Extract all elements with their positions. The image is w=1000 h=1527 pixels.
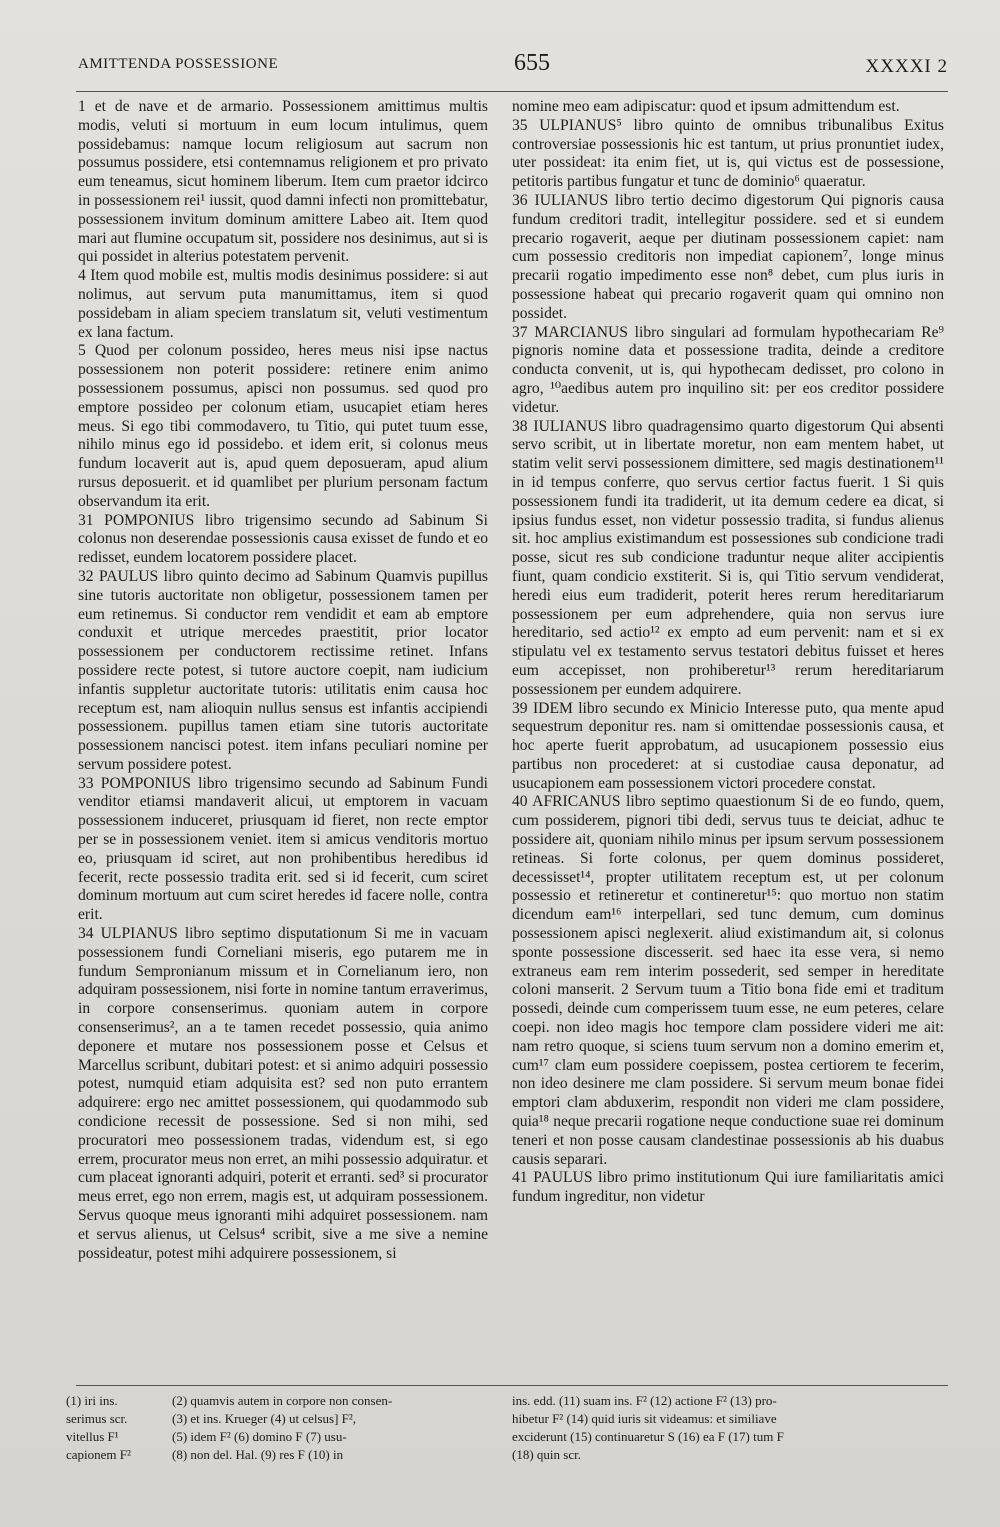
running-header — [72, 50, 948, 84]
header-title: AMITTENDA POSSESSIONE — [78, 56, 279, 72]
left-column — [78, 98, 488, 1376]
paragraph: 40 AFRICANUS libro septimo quaestionum Si de eo fundo, quem, cum possiderem, pignori tibi dedi, servus tuus te deiciat, adhuc te possidere ait, quoniam nihilo minus per ipsum servum possessionem retineas. Si forte colonus, per quem dominus possideret, decessisset¹⁴, propter utilitatem receptum est, ut per colonum possessio et retineretur et contineretur¹⁵: quo mortuo non statim dicendum eam¹⁶ interpellari, sed tunc demum, cum dominus possessionem apisci neglexerit. aliud existimandum ait, si colonus sponte possessione discesserit. sed haec ita esse vera, si nemo extraneus eam rem interim possederit, sed semper in hereditate coloni manserit. 2 Servum tuum a Titio bona fide emi et traditum possedi, deinde cum comperissem tuum esse, ne eum peteres, celare coepi. non ideo magis hoc tempore clam possidere videri me ait: nam retro quoque, si sciens tuum servum non a domino emerim et, cum¹⁷ clam eum possidere coepissem, postea certiorem te fecerim, non ideo desinere me clam possidere. Si servum meum bonae fidei emptori clam abduxerim, respondit non videri me clam possidere, quia¹⁸ neque precarii rogatione neque conductione suae rei dominum teneri et non posse causam clandestinae possessionis ab his duabus causis separari. — [512, 793, 944, 1168]
footnote-line: (5) idem F² (6) domino F (7) usu- — [172, 1429, 347, 1444]
footnotes-middle — [172, 1392, 490, 1464]
paragraph: 38 IULIANUS libro quadragensimo quarto digestorum Qui absenti servo scribit, ut in libertate moretur, non eam mentem habet, ut statim velit servi possessionem dimittere, sed magis destinationem¹¹ in id tempus conferre, quo servus certior factus fuerit. 1 Si quis possessionem fundi ita tradiderit, ut ita demum cedere ea dicat, si ipsius fundus esset, non videtur possessio tradita, si fundus alienus sit. hoc amplius existimandum est possessiones sub condicione tradi posse, sicut res sub condicione traduntur neque aliter accipientis fiunt, quam condicio exstiterit. Si is, qui Titio servum vendiderat, heredi eius eum tradiderit, poterit heres rerum hereditariarum possessionem per eum adprehendere, quia non servus iure hereditario, sed actio¹² ex empto ad eum pervenit: nam et si ex stipulatu vel ex testamento servus testatori debitus fuisset et heres eum accepisset, non prohiberetur¹³ rerum hereditariarum possessionem per eundem adquirere. — [512, 417, 944, 698]
paragraph: nomine meo eam adipiscatur: quod et ipsum admittendum est. — [512, 98, 900, 115]
paragraph: 35 ULPIANUS⁵ libro quinto de omnibus tribunalibus Exitus controversiae possessionis hic est tantum, ut prius pronuntiet iudex, uter possideat: ita enim fiet, ut is, qui victus est de possessione, petitoris partibus fungatur et tunc de dominio⁶ quaeratur. — [512, 116, 944, 191]
header-section: XXXXI 2 — [865, 56, 948, 77]
column-gutter — [498, 98, 499, 1376]
paragraph: 41 PAULUS libro primo institutionum Qui iure familiaritatis amici fundum ingreditur, non videtur — [512, 1169, 944, 1206]
paragraph: 32 PAULUS libro quinto decimo ad Sabinum Quamvis pupillus sine tutoris auctoritate non obligetur, possessionem tamen per eum retinemus. Si conductor rem vendidit et eam ab emptore conduxit et utrique mercedes praestitit, prior locator possessionem per conductorem rectissime retinet. Infans possidere recte potest, si tutore auctore coepit, nam iudicium infantis suppletur auctoritate tutoris: utilitatis enim causa hoc receptum est, nam alioquin nullus sensus est infantis accipiendi possessionem. pupillus tamen etiam sine tutoris auctoritate possessionem nancisci potest. item infans peculiari nomine per servum possidere potest. — [78, 567, 488, 773]
footnote-line: (2) quamvis autem in corpore non consen- — [172, 1393, 393, 1408]
right-column — [512, 98, 944, 1376]
header-rule — [76, 91, 948, 92]
footnote-line: vitellus F¹ — [66, 1429, 119, 1444]
paragraph: 31 POMPONIUS libro trigensimo secundo ad Sabinum Si colonus non deserendae possessionis causa exisset de fundo et eo redisset, eundem locatorem possidere placet. — [78, 511, 488, 567]
page-number: 655 — [514, 50, 550, 76]
footnote-line: hibetur F² (14) quid iuris sit videamus: et similiave — [512, 1411, 777, 1426]
footnote-line: (8) non del. Hal. (9) res F (10) in — [172, 1447, 344, 1462]
footnotes-right — [512, 1392, 948, 1464]
footnote-rule — [76, 1385, 948, 1386]
paragraph: 39 IDEM libro secundo ex Minicio Interesse puto, qua mente apud sequestrum deponitur res. nam si omittendae possessionis causa, et hoc aperte fuerit approbatum, ad usucapionem possessio eius partibus non procederet: at si custodiae causa deponatur, ad usucapionem eam possessionem victori procedere constat. — [512, 699, 944, 792]
paragraph: 34 ULPIANUS libro septimo disputationum Si me in vacuam possessionem fundi Corneliani miseris, ego putarem me in fundum Sempronianum missum et in Cornelianum iero, non adquiram possessionem, nisi forte in nomine tantum erraverimus, in corpore consenserimus. quoniam autem in corpore consenserimus², an a te tamen recedet possessio, quia animo deponere et mutare nos possessionem posse et Celsus et Marcellus scribunt, dubitari potest: et si animo adquiri possessio potest, numquid etiam adquisita est? sed non puto errantem adquirere: ergo nec amittet possessionem, qui quodammodo sub condicione recessit de possessione. Sed si non mihi, sed procuratori meo possessionem tradas, videndum est, si ego errem, procurator meus non erret, an mihi possessio adquiratur. et cum placeat ignoranti adquiri, poterit et erranti. sed³ si procurator meus erret, ego non errem, magis est, ut adquiram possessionem. Servus quoque meus ignoranti mihi adquiret possessionem. nam et servus alienus, ut Celsus⁴ scribit, sive a me sive a nemine possideatur, potest mihi adquirere possessionem, si — [78, 925, 488, 1262]
footnote-line: (18) quin scr. — [512, 1447, 581, 1462]
footnotes-left — [66, 1392, 166, 1464]
paragraph: 5 Quod per colonum possideo, heres meus nisi ipse nactus possessionem non poterit possidere: retinere enim animo possessionem possumus, apisci non possumus. sed quod pro emptore possideo per colonum etiam, usucapiet etiam heres meus. Si ego tibi commodavero, tu Titio, qui putet tuum esse, nihilo minus ego id possidebo. et idem erit, si colonus meus fundum locaverit aut is, apud quem deposueram, apud alium rursus deposuerit. et id quamlibet per plurium personam factum observandum ita erit. — [78, 342, 488, 510]
footnote-line: capionem F² — [66, 1447, 131, 1462]
paragraph: 36 IULIANUS libro tertio decimo digestorum Qui pignoris causa fundum creditori tradit, intellegitur possidere. sed et si eundem precario rogaverit, aeque per diutinam possessionem capiet: nam cum possessio creditoris non impediat capionem⁷, longe minus precarii rogatio impedimento esse non⁸ debet, cum plus iuris in possessione habeat qui precario rogaverit quam qui omnino non possidet. — [512, 191, 944, 322]
paragraph: 33 POMPONIUS libro trigensimo secundo ad Sabinum Fundi venditor etiamsi mandaverit alicui, ut emptorem in vacuam possessionem induceret, priusquam id fieret, non recte emptor per se in possessionem veniet. item si amicus venditoris mortuo eo, priusquam id sciret, aut non prohibentibus heredibus id fecerit, recte possessio tradita erit. sed si id fecerit, cum sciret dominum mortuum aut cum sciret heredes id facere nolle, contra erit. — [78, 774, 488, 924]
footnote-line: serimus scr. — [66, 1411, 128, 1426]
footnote-line: exciderunt (15) continuaretur S (16) ea F (17) tum F — [512, 1429, 784, 1444]
paragraph: 1 et de nave et de armario. Possessionem amittimus multis modis, veluti si mortuum in eum locum intulimus, quem possidebamus: namque locum religiosum aut sacrum non possumus possidere, etsi contemnamus religionem et pro privato eum teneamus, sicut hominem liberum. Item cum praetor idcirco in possessionem rei¹ iussit, quod damni infecti non promittebatur, possessionem invitum dominum amittere Labeo ait. Item quod mari aut flumine occupatum sit, possidere nos desinimus, aut si is qui possidet in alterius potestatem pervenit. — [78, 98, 488, 266]
paragraph: 37 MARCIANUS libro singulari ad formulam hypothecariam Re⁹ pignoris nomine data et possessione tradita, deinde a creditore conducta convenit, ut is, qui hypothecam dedisset, pro colono in agro, ¹⁰aedibus autem pro inquilino sit: per eos creditor possidere videtur. — [512, 323, 944, 416]
footnote-line: (3) et ins. Krueger (4) ut celsus] F², — [172, 1411, 357, 1426]
footnote-line: (1) iri ins. — [66, 1393, 118, 1408]
paragraph: 4 Item quod mobile est, multis modis desinimus possidere: si aut nolimus, aut servum puta manumittamus, item si quod possidebam in aliam speciem translatum sit, veluti vestimentum ex lana factum. — [78, 267, 488, 341]
footnote-line: ins. edd. (11) suam ins. F² (12) actione F² (13) pro- — [512, 1393, 777, 1408]
